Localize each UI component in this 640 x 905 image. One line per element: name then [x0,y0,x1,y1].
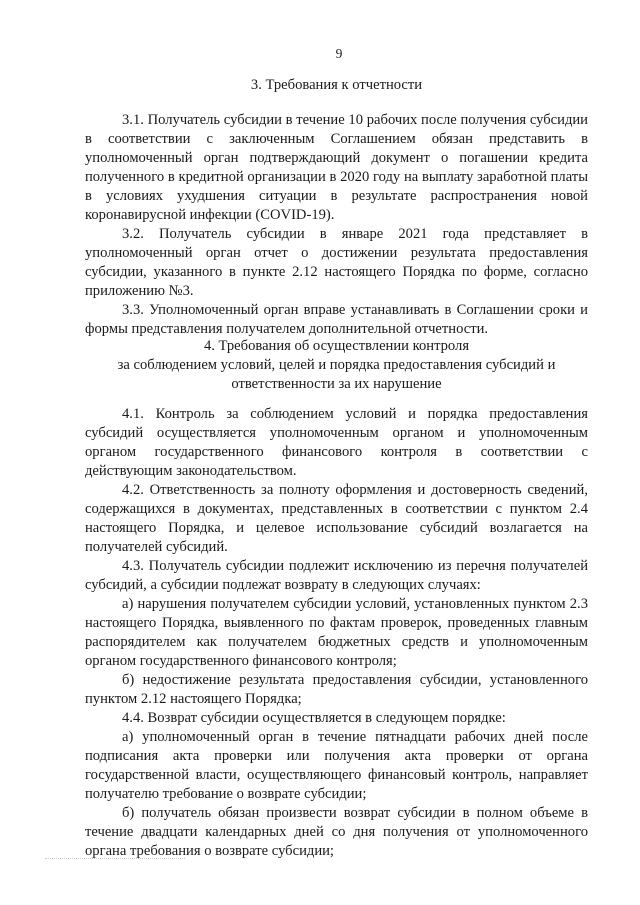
paragraph-3-3: 3.3. Уполномоченный орган вправе устанавливать в Соглашении сроки и формы представления получателем дополнительной отчетности. [85,302,588,337]
paragraph-4-3: 4.3. Получатель субсидии подлежит исключению из перечня получателей субсидий, а субсидии подлежат возврату в следующих случаях: [85,558,588,593]
paragraph-4-4-a: а) уполномоченный орган в течение пятнадцати рабочих дней после подписания акта проверки или получения акта проверки от органа государственной власти, осуществляющего финансовый контроль, направляет получателю требование о возврате субсидии; [85,729,588,802]
section-4-body [85,405,588,861]
section-3 [85,76,588,95]
paragraph-4-2: 4.2. Ответственность за полноту оформления и достоверность сведений, содержащихся в документах, представленных в соответствии с пунктом 2.4 настоящего Порядка, и целевое использование субсидий возлагается на получателей субсидий. [85,482,588,555]
section-4-heading-line-3: ответственности за их нарушение [231,376,442,392]
paragraph-3-2: 3.2. Получатель субсидии в январе 2021 года представляет в уполномоченный орган отчет о достижении результата предоставления субсидии, указанного в пункте 2.12 настоящего Порядка по форме, согласно приложению №3. [85,226,588,299]
paragraph-4-3-a: а) нарушения получателем субсидии условий, установленных пунктом 2.3 настоящего Порядка, выявленного по фактам проверок, проведенных главным распорядителем как получателем бюджетных средств и уполномоченным органом государственного финансового контроля; [85,596,588,669]
paragraph-4-1: 4.1. Контроль за соблюдением условий и порядка предоставления субсидий осуществляется уполномоченным органом и уполномоченным органом государственного финансового контроля в соответствии с действующим законодательством. [85,406,588,479]
paragraph-4-4-b: б) получатель обязан произвести возврат субсидии в полном объеме в течение двадцати календарных дней со дня получения от уполномоченного органа требования о возврате субсидии; [85,805,588,859]
section-3-heading: 3. Требования к отчетности [250,77,423,93]
section-4-heading [85,337,588,394]
section-4-heading-line-1: 4. Требования об осуществлении контроля [203,338,470,354]
paragraph-4-4: 4.4. Возврат субсидии осуществляется в следующем порядке: [122,710,506,726]
paragraph-3-1: 3.1. Получатель субсидии в течение 10 рабочих после получения субсидии в соответствии с заключенным Соглашением обязан представить в уполномоченный орган подтверждающий документ о погашении кредита полученного в кредитной организации в 2020 году на выплату заработной платы в условиях ухудшения ситуации в результате распространения новой коронавирусной инфекции (COVID-19). [85,112,588,223]
paragraph-4-3-b: б) недостижение результата предоставления субсидии, установленного пунктом 2.12 настоящего Порядка; [85,672,588,707]
section-3-body [85,111,588,339]
page-number: 9 [335,46,343,61]
scan-artifact [45,858,185,863]
section-4-heading-line-2: за соблюдением условий, целей и порядка предоставления субсидий и [117,357,556,373]
